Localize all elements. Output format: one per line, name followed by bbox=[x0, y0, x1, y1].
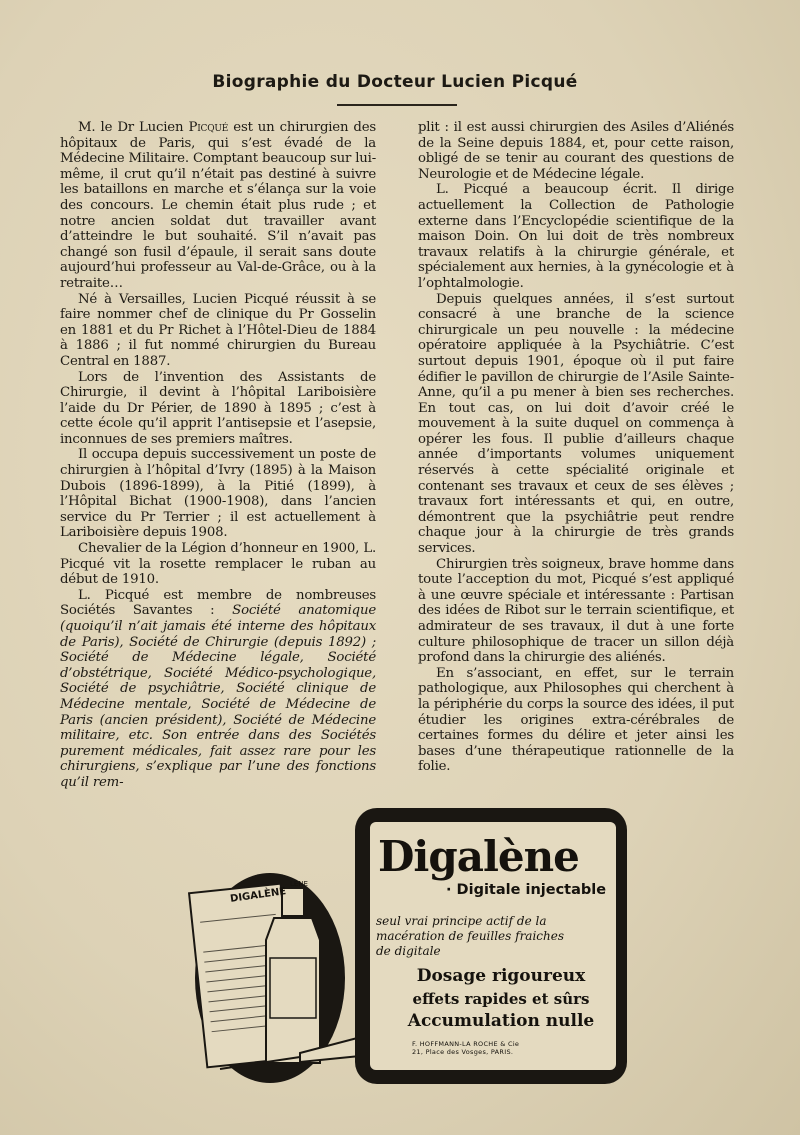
right-column bbox=[418, 120, 734, 775]
ad-line-dosage: Dosage rigoureux bbox=[416, 966, 586, 986]
left-column bbox=[60, 120, 376, 791]
paragraph: Chevalier de la Légion d’honneur en 1900, L. Picqué vit la rosette remplacer le ruban au début de 1910. bbox=[60, 541, 376, 588]
article-title: Biographie du Docteur Lucien Picqué bbox=[212, 72, 578, 92]
paragraph: Lors de l’invention des Assistants de Chirurgie, il devint à l’hôpital Lariboisière l’aide du Dr Périer, de 1890 à 1895 ; c’est à cette école qu’il apprit l’antisepsie et l’asepsie, inconnues de ses premiers maîtres. bbox=[60, 369, 376, 447]
ad-description: seul vrai principe actif de la macération de feuilles fraiches de digitale bbox=[376, 914, 565, 958]
ad-subtitle: · Digitale injectable bbox=[446, 882, 607, 898]
paragraph: Chirurgien très soigneux, brave homme dans toute l’acception du mot, Picqué s’est appliqué à une œuvre spéciale et intéressante : Partisan des idées de Ribot sur le terrain scientifique, et admirateur de ses travaux, il dut à une forte culture philosophique de tracer un sillon déjà profond dans la chirurgie des aliénés. bbox=[418, 556, 734, 666]
paragraph: Depuis quelques années, il s’est surtout consacré à une branche de la science chirurgicale un peu nouvelle : la médecine opératoire appliquée à la Psychiâtrie. C’est surtout depuis 1901, époque où il put faire édifier le pavillon de chirurgie de l’Asile Sainte-Anne, qu’il a pu mener à bien ses recherches. En tout cas, on lui doit d’avoir créé le mouvement à la suite duquel on commença à opérer les fous. Il publie d’ailleurs chaque année d’importants volumes uniquement réservés à cette spécialité originale et contenant ses travaux et ceux de ses élèves ; travaux fort intéressants et qui, en outre, démontrent que la psychiâtrie peut rendre chaque jour à la chirurgie de très grands services. bbox=[418, 291, 734, 557]
intro-prefix: M. le Dr Lucien bbox=[78, 120, 184, 135]
ad-address bbox=[412, 1040, 592, 1056]
ad-line-accumulation: Accumulation nulle bbox=[407, 1011, 595, 1031]
societies-list: Société anatomique (quoiqu’il n’ait jamais été interne des hôpitaux de Paris), Société de Chirurgie (depuis 1892) ; Société de Médecine légale, Société d’obstétrique, Société Médico-psychologique, Société de psychiâtrie, Société clinique de Médecine mentale, Société de Médecine de Paris (ancien président), Société de Médecine militaire, etc. Son entrée dans des Sociétés purement médicales, fait assez rare pour les chirurgiens, s’explique par l’une des fonctions qu’il rem- bbox=[60, 603, 376, 790]
paragraph: Il occupa depuis successivement un poste de chirurgien à l’hôpital d’Ivry (1895) à la Maison Dubois (1896-1899), à la Pitié (1899), à l’Hôpital Bichat (1900-1908), dans l’ancien service du Pr Terrier ; il est actuellement à Lariboisière depuis 1908. bbox=[60, 447, 376, 541]
ad-address-street: 21, Place des Vosges, PARIS. bbox=[412, 1048, 514, 1056]
advertisement bbox=[150, 808, 632, 1088]
paragraph: En s’associant, en effet, sur le terrain pathologique, aux Philosophes qui cherchent à la périphérie du corps la source des idées, il put étudier les origines extra-cérébrales de certaines formes du délire et jeter ainsi les bases d’une thérapeutique rationnelle de la folie. bbox=[418, 665, 734, 775]
bottle-label: DIGALÈNE bbox=[229, 886, 287, 905]
box-label: LÈNE bbox=[290, 880, 308, 888]
ad-brand: Digalène bbox=[378, 832, 579, 881]
paragraph: Né à Versailles, Lucien Picqué réussit à se faire nommer chef de clinique du Pr Gosselin en 1881 et du Pr Richet à l’Hôtel-Dieu de 1884 à 1886 ; il fut nommé chirurgien du Bureau Central en 1887. bbox=[60, 291, 376, 369]
ad-line-effects: effets rapides et sûrs bbox=[412, 990, 590, 1008]
paragraph: L. Picqué a beaucoup écrit. Il dirige actuellement la Collection de Pathologie externe dans l’Encyclopédie scientifique de la maison Doin. On lui doit de très nombreux travaux relatifs à la chirurgie générale, et spécialement aux hernies, à la gynécologie et à l’ophtalmologie. bbox=[418, 182, 734, 291]
intro-paragraph bbox=[60, 120, 376, 292]
ad-address-company: F. HOFFMANN-LA ROCHE & Cie bbox=[412, 1040, 520, 1048]
societies-paragraph bbox=[60, 588, 376, 791]
intro-text: est un chirurgien des hôpitaux de Paris, qui s’est évadé de la Médecine Militaire. Comptant beaucoup sur lui-même, il crut qu’il n’était pas destiné à suivre les bataillons en marche et s’élança sur la voie des concours. Le chemin était plus rude ; et notre ancien soldat dut travailler avant d’atteindre le but souhaité. S’il n’avait pas changé son fusil d’épaule, il serait sans doute aujourd’hui professeur au Val-de-Grâce, ou à la retraite… bbox=[60, 120, 377, 291]
title-rule bbox=[337, 104, 457, 106]
paragraph: plit : il est aussi chirurgien des Asiles d’Aliénés de la Seine depuis 1884, et, pour cette raison, obligé de se tenir au courant des questions de Neurologie et de Médecine légale. bbox=[418, 120, 734, 182]
intro-name: Picqué bbox=[188, 120, 229, 135]
societies-intro: L. Picqué est membre de nombreuses Sociétés Savantes : bbox=[60, 587, 376, 619]
